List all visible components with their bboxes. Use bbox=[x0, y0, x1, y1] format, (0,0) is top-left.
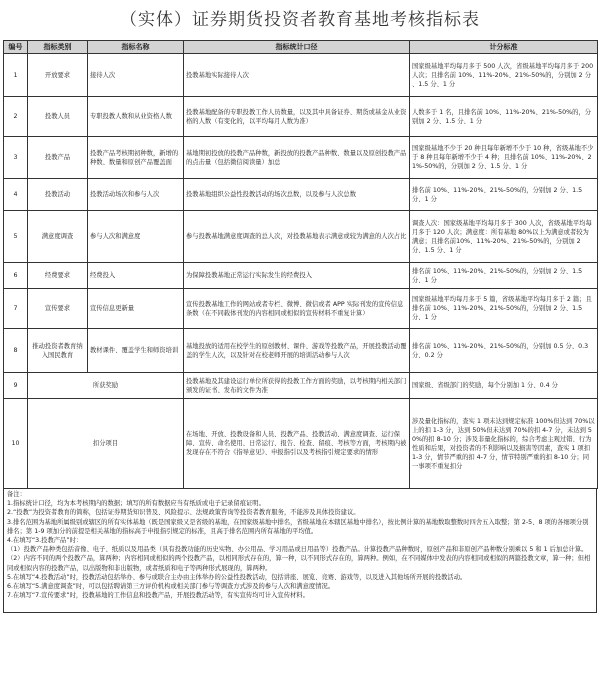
row-number: 10 bbox=[4, 399, 28, 489]
row-scope: 投教基地及其建设运行单位所获得的投教工作方面的奖励，以考核期内相关部门颁发的证书、发布的文件为准 bbox=[184, 373, 410, 399]
note-item: 4.在填写“3.投教产品”时： bbox=[7, 537, 83, 545]
row-scope: 投教基地组织公益性投教活动的场次总数，以及参与人次总数 bbox=[184, 179, 410, 211]
row-scope: 基地投放的适用在校学生的原创教材、课件、游戏等投教产品，开展投教活动覆盖的学生人次，以及针对在校老师开展的培训活动参与人次 bbox=[184, 329, 410, 373]
row-name: 教材课件、覆盖学生和师资培训 bbox=[88, 329, 184, 373]
row-category: 宣传要求 bbox=[28, 289, 88, 329]
row-scope: 为保障投教基地正常运行实际发生的经费投入 bbox=[184, 263, 410, 289]
row-scope: 宣传投教基地工作的网站或者专栏、微博、微信或者 APP 实际刊发的宣传信息条数（在不同载体刊发的内容相同或相似的宣传材料不重复计算） bbox=[184, 289, 410, 329]
note-item: （1）投教产品种类包括音像、电子、纸质以及用品类（具有投教功能的历史实物、办公用品、学习用品或日用品等）投教产品。计算投教产品种数时，原创产品和非原创产品种数分别乘以 5 和 1 后加总计算。 bbox=[7, 546, 588, 554]
row-scoring: 排名前 10%、11%-20%、21%-50%的，分别加 2 分、1.5 分、1 分 bbox=[410, 263, 598, 289]
row-scoring: 人数多于 1 名，且排名前 10%、11%-20%、21%-50%的，分别加 2 分、1.5 分、1 分 bbox=[410, 97, 598, 137]
table-row bbox=[4, 97, 598, 137]
row-scope: 投教基地配备的专职投教工作人员数量，以及其中具备证券、期货或基金从业资格的人数（有变化的，以平均每月人数为准） bbox=[184, 97, 410, 137]
row-category: 开放要求 bbox=[28, 54, 88, 97]
row-scoring: 国家级、省级部门的奖励，每个分别加 1 分、0.4 分 bbox=[410, 373, 598, 399]
note-item: 6.在填写“5.满意度调查”时，可以包括聘请第三方评价机构或相关部门参与等调查方式涉及的参与人次和满意度情况。 bbox=[7, 583, 335, 591]
row-name: 宣传信息更新量 bbox=[88, 289, 184, 329]
note-item: 5.在填写“4.投教活动”时，投教活动包括举办、参与或联合主办由主体举办的公益性投教活动，包括讲座、展览、竞赛、游戏等，以及进入其他场所开展的投教活动。 bbox=[7, 573, 467, 581]
row-name: 参与人次和满意度 bbox=[88, 211, 184, 263]
note-item: 2.“投教”为投资者教育的简称，包括证券期货知识普及、风险提示、法规政策咨询等投资者教育服务，不能涉及具体投资建议。 bbox=[7, 509, 360, 517]
table-row bbox=[4, 289, 598, 329]
header-category: 指标类别 bbox=[28, 41, 88, 54]
table-row bbox=[4, 263, 598, 289]
header-scope: 指标统计口径 bbox=[184, 41, 410, 54]
row-number: 5 bbox=[4, 211, 28, 263]
header-name: 指标名称 bbox=[88, 41, 184, 54]
row-number: 7 bbox=[4, 289, 28, 329]
row-category: 投教活动 bbox=[28, 179, 88, 211]
header-scoring: 计分标准 bbox=[410, 41, 598, 54]
row-scoring: 排名前 10%、11%-20%、21%-50%的，分别加 0.5 分、0.3 分、0.2 分 bbox=[410, 329, 598, 373]
row-number: 8 bbox=[4, 329, 28, 373]
row-name: 接待人次 bbox=[88, 54, 184, 97]
document-title: （实体）证券期货投资者教育基地考核指标表 bbox=[120, 10, 480, 30]
row-name: 经费投入 bbox=[88, 263, 184, 289]
row-category: 满意度调查 bbox=[28, 211, 88, 263]
row-name: 专职投教人数和从业资格人数 bbox=[88, 97, 184, 137]
row-number: 2 bbox=[4, 97, 28, 137]
row-number: 4 bbox=[4, 179, 28, 211]
row-name: 所获奖励 bbox=[28, 373, 184, 399]
notes-heading: 备注： bbox=[7, 491, 26, 498]
table-row bbox=[4, 137, 598, 179]
table-row bbox=[4, 399, 598, 489]
table-row bbox=[4, 211, 598, 263]
note-item: （2）内容不同的两个投教产品，算两种；内容相同或相似的两个投教产品，以相同形式存在的，算一种，以不同形式存在的，算两种。例如，在不同媒体中发表的内容相同或相似的两篇投教文章，算一种；但相同或相似内容的投教产品，以出版物和非出版物，或者纸质和电子等两种形式展现的，算两种。 bbox=[7, 555, 591, 572]
table-row bbox=[4, 373, 598, 399]
indicator-table bbox=[3, 40, 598, 489]
row-category: 推动投资者教育纳入国民教育 bbox=[28, 329, 88, 373]
row-scoring: 国家级基地平均每月多于 5 篇，省级基地平均每月多于 2 篇；且排名前 10%、11%-20%、21%-50%的，分别加 2 分、1.5 分、1 分 bbox=[410, 289, 598, 329]
table-row bbox=[4, 54, 598, 97]
row-name: 投教活动场次和参与人次 bbox=[88, 179, 184, 211]
row-name: 扣分项目 bbox=[28, 399, 184, 489]
row-scoring: 排名前 10%、11%-20%、21%-50%的，分别加 2 分、1.5 分、1 分 bbox=[410, 179, 598, 211]
note-item: 1.指标统计口径，均为本考核期内的数据；填写的所有数据应当有纸质或电子记录留痕证明。 bbox=[7, 500, 265, 508]
row-scoring: 涉及量化指标的，查实 1 项未达到规定标准 100%但达到 70%以上的扣 1-3 分，达到 50%但未达到 70%的扣 4-7 分，未达到 50%的扣 8-10 分；涉及非量化指标的，综合考虑主观过错、行为性质和后果，对投资者的不利影响以及损害等因素，查实 1 项扣 1-3 分，情节严重的扣 4-7 分，情节特别严重的扣 8-10 分；同一事项不重复扣分 bbox=[410, 399, 598, 489]
row-scoring: 调查人次：国家级基地平均每月多于 300 人次，省级基地平均每月多于 120 人次；满意度：所有基地 80%以上为满意或者较为满意；且排名前10%、11%-20%、21%-50%的，分别加 2 分、1.5 分、1 分 bbox=[410, 211, 598, 263]
row-scope: 参与投教基地满意度调查的总人次，对投教基地表示满意或较为满意的人次占比 bbox=[184, 211, 410, 263]
row-scoring: 国家级基地不少于 20 种且每年新增不少于 10 种，省级基地不少于 8 种且每年新增不少于 4 种；且排名前 10%、11%-20%、21%-50%的，分别加 2 分、1.5 分、1 分 bbox=[410, 137, 598, 179]
row-number: 6 bbox=[4, 263, 28, 289]
row-scope: 投教基地实际接待人次 bbox=[184, 54, 410, 97]
row-number: 3 bbox=[4, 137, 28, 179]
row-scoring: 国家级基地平均每月多于 500 人次，省级基地平均每月多于 200 人次；且排名前 10%、11%-20%、21%-50%的，分别加 2 分 、1.5 分、1 分 bbox=[410, 54, 598, 97]
row-scope: 在场地、开放、投教设备和人员、投教产品、投教活动、满意度调查、运行保障、宣传、命名使用、日常运行、报告、检查、留痕、考核等方面，考核期内被发现存在不符合《指导意见》、申报指引以及考核指引规定要求的情形 bbox=[184, 399, 410, 489]
row-number: 9 bbox=[4, 373, 28, 399]
table-header-row bbox=[4, 41, 598, 54]
header-number: 编号 bbox=[4, 41, 28, 54]
row-name: 投教产品考核期初种数，新增的种数、数量和原创产品覆盖面 bbox=[88, 137, 184, 179]
row-scope: 基地期初投放的投教产品种数，新投放的投教产品种数、数量以及原创投教产品的点击量（包括微信阅读量）加总 bbox=[184, 137, 410, 179]
notes-section bbox=[3, 489, 597, 613]
table-row bbox=[4, 179, 598, 211]
table-row bbox=[4, 329, 598, 373]
note-item: 7.在填写“7.宣传要求”时，投教基地的工作信息和投教产品，开展投教活动等，有实宣传均可计入宣传材料。 bbox=[7, 592, 309, 600]
note-item: 3.排名范围为基地所属级别或辖区的所有实体基地（既是国家级又是省级的基地，在国家级基地中排名，省级基地在本辖区基地中排名），按比例计算的基地数取整数时四舍五入取整；第 2-5、8 项的各细项分别排名；第 1-9 项加分的前提是相关基地的指标高于申报指引规定的标准，且高于排名范围内所有基地的平均值。 bbox=[7, 518, 589, 535]
row-category: 投教产品 bbox=[28, 137, 88, 179]
row-category: 经费要求 bbox=[28, 263, 88, 289]
row-number: 1 bbox=[4, 54, 28, 97]
row-category: 投教人员 bbox=[28, 97, 88, 137]
